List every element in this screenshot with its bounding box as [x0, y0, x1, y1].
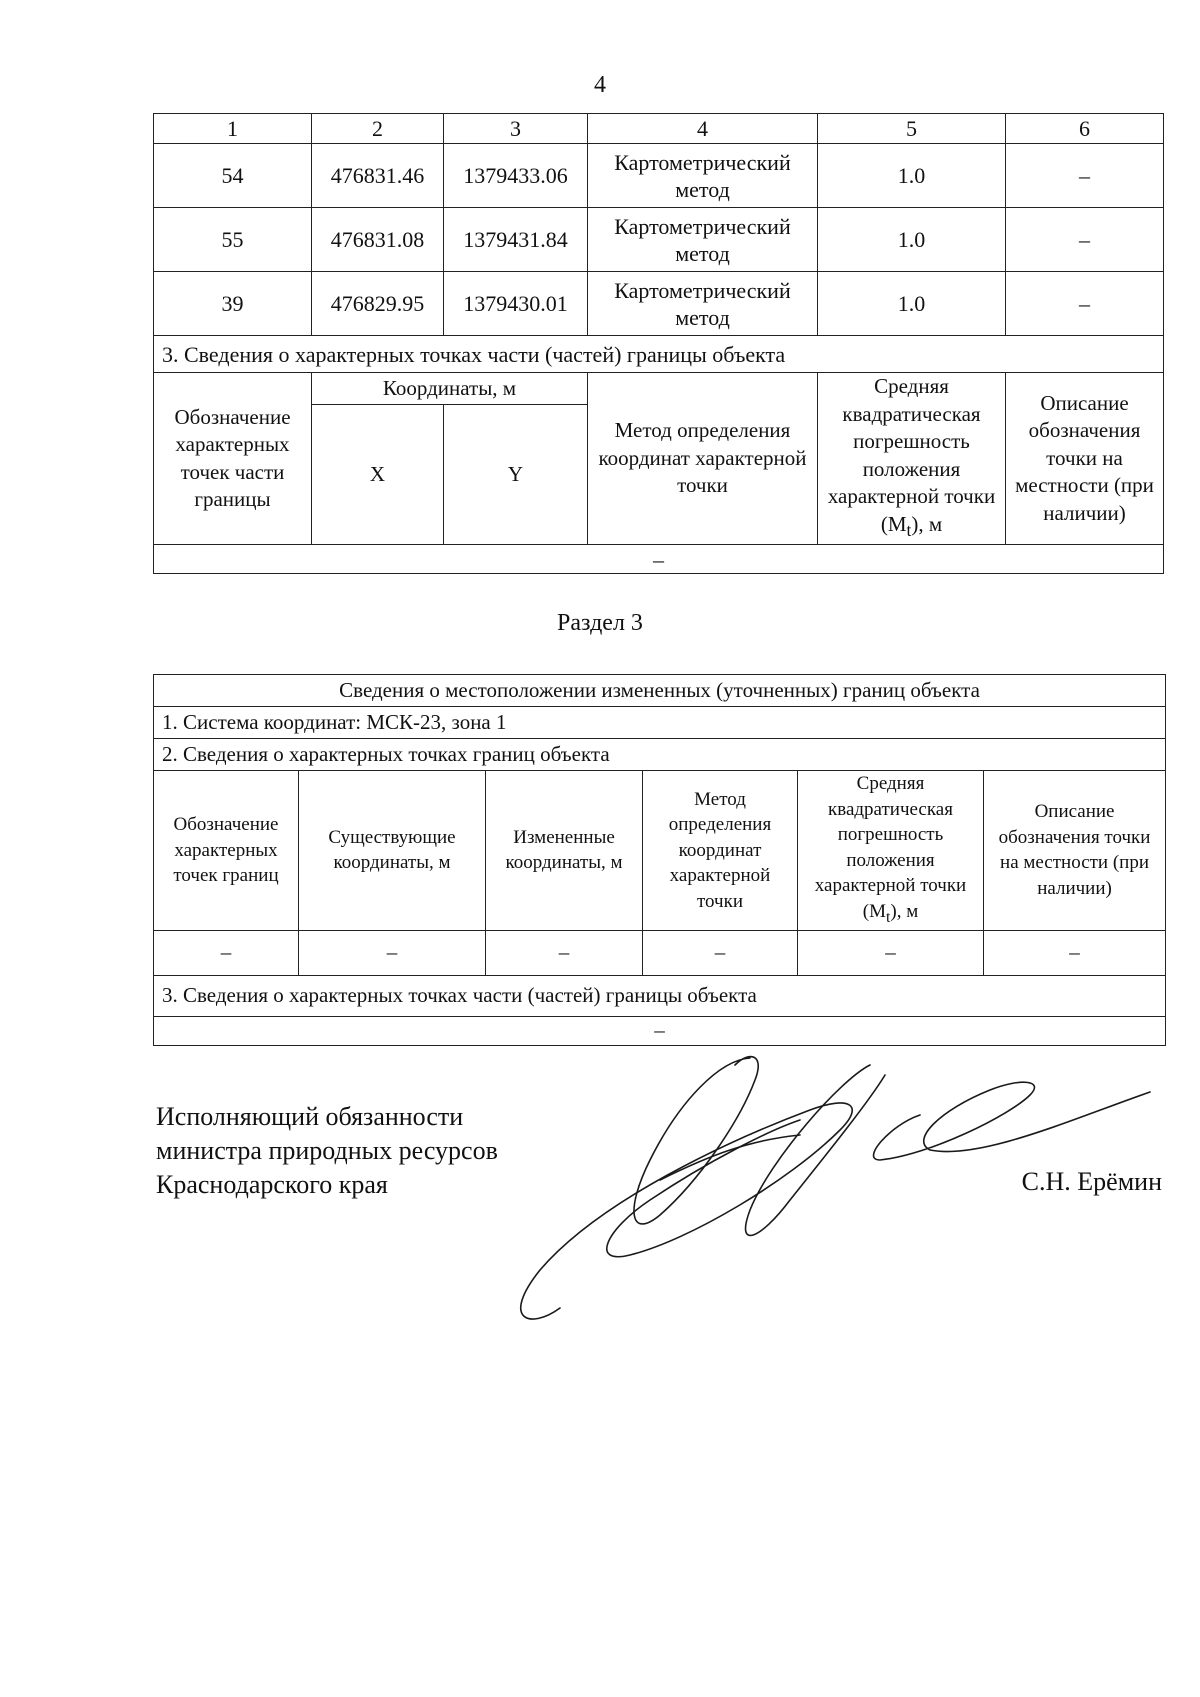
coord-x: 476831.08 — [312, 208, 444, 272]
table-header-row — [154, 114, 1164, 144]
coord-x: 476831.46 — [312, 144, 444, 208]
error-value: 1.0 — [818, 272, 1006, 336]
y-header: Y — [444, 404, 588, 545]
existing-coords-header: Существующие координаты, м — [299, 771, 486, 931]
dash-cell: – — [984, 930, 1166, 975]
boundary-points-table — [153, 113, 1164, 574]
position-line: министра природных ресурсов — [156, 1136, 498, 1165]
column-number: 3 — [444, 114, 588, 144]
table-row — [154, 930, 1166, 975]
error-header — [818, 373, 1006, 545]
empty-value: – — [154, 545, 1164, 574]
section-row — [154, 336, 1164, 373]
description-header: Описание обозначения точки на местности (при наличии) — [1006, 373, 1164, 545]
table-row — [154, 208, 1164, 272]
point-id: 54 — [154, 144, 312, 208]
dash-cell: – — [299, 930, 486, 975]
coord-system-row — [154, 707, 1166, 739]
description-header: Описание обозначения точки на местности (при наличии) — [984, 771, 1166, 931]
coords-header: Координаты, м — [312, 373, 588, 405]
section-row — [154, 975, 1166, 1016]
error-header — [798, 771, 984, 931]
empty-row — [154, 545, 1164, 574]
error-value: 1.0 — [818, 144, 1006, 208]
page-number: 4 — [594, 72, 606, 98]
error-header-suffix: ), м — [890, 900, 919, 922]
signature-stroke — [660, 1135, 800, 1180]
coord-y: 1379431.84 — [444, 208, 588, 272]
dash-cell: – — [643, 930, 798, 975]
signature-stroke — [746, 1065, 885, 1235]
error-header-sub: t — [885, 908, 891, 926]
x-header: X — [312, 404, 444, 545]
designation-header: Обозначение характерных точек части границы — [154, 373, 312, 545]
point-id: 55 — [154, 208, 312, 272]
coord-system: 1. Система координат: МСК-23, зона 1 — [154, 707, 1166, 739]
section2-title: 2. Сведения о характерных точках границ объекта — [154, 739, 1166, 771]
column-number: 6 — [1006, 114, 1164, 144]
error-header-suffix: ), м — [911, 511, 943, 536]
section3-title: 3. Сведения о характерных точках части (частей) границы объекта — [154, 336, 1164, 373]
method: Картометрический метод — [588, 144, 818, 208]
coord-y: 1379433.06 — [444, 144, 588, 208]
dash-cell: – — [154, 930, 299, 975]
coord-x: 476829.95 — [312, 272, 444, 336]
table-row — [154, 144, 1164, 208]
position-line: Краснодарского края — [156, 1170, 388, 1199]
column-number: 4 — [588, 114, 818, 144]
section-title: Раздел 3 — [557, 610, 643, 636]
section3-title: 3. Сведения о характерных точках части (частей) границы объекта — [154, 975, 1166, 1016]
description: – — [1006, 208, 1164, 272]
description: – — [1006, 272, 1164, 336]
error-header-text: Средняя квадратическая погрешность положения характерной точки (M — [814, 773, 967, 922]
point-id: 39 — [154, 272, 312, 336]
table-title-row — [154, 675, 1166, 707]
signature-stroke — [521, 1103, 853, 1319]
handwritten-signature — [510, 1040, 1175, 1360]
error-header-text: Средняя квадратическая погрешность положения характерной точки (M — [827, 374, 996, 536]
method-header: Метод определения координат характерной точки — [588, 373, 818, 545]
empty-value: – — [154, 1016, 1166, 1045]
error-header-sub: t — [906, 519, 912, 540]
table-title: Сведения о местоположении измененных (уточненных) границ объекта — [154, 675, 1166, 707]
column-number: 5 — [818, 114, 1006, 144]
sub-header-row — [154, 373, 1164, 405]
error-value: 1.0 — [818, 208, 1006, 272]
table-header-row — [154, 771, 1166, 931]
designation-header: Обозначение характерных точек границ — [154, 771, 299, 931]
section-row — [154, 739, 1166, 771]
column-number: 1 — [154, 114, 312, 144]
position-line: Исполняющий обязанности — [156, 1102, 464, 1131]
changed-boundaries-table — [153, 674, 1166, 1046]
method: Картометрический метод — [588, 208, 818, 272]
changed-coords-header: Измененные координаты, м — [486, 771, 643, 931]
dash-cell: – — [486, 930, 643, 975]
method-header: Метод определения координат характерной точки — [643, 771, 798, 931]
table-row — [154, 272, 1164, 336]
dash-cell: – — [798, 930, 984, 975]
description: – — [1006, 144, 1164, 208]
column-number: 2 — [312, 114, 444, 144]
method: Картометрический метод — [588, 272, 818, 336]
signatory-position — [156, 1100, 498, 1202]
coord-y: 1379430.01 — [444, 272, 588, 336]
signature-stroke — [874, 1082, 1150, 1160]
signatory-name: С.Н. Ерёмин — [1021, 1167, 1162, 1196]
